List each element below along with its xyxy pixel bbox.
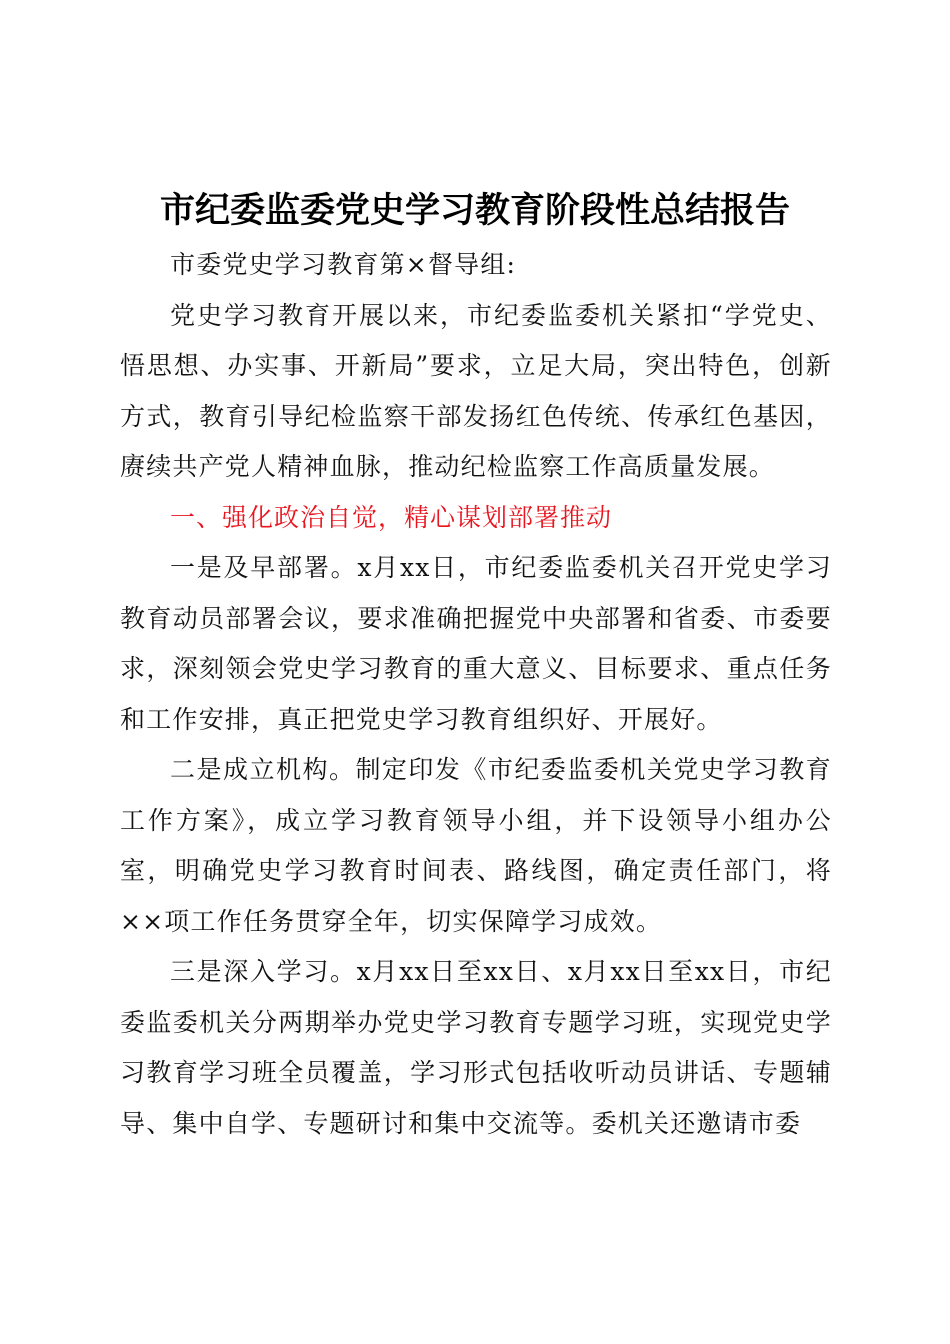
section-paragraph-3: 三是深入学习。x月xx日至xx日、x月xx日至xx日，市纪委监委机关分两期举办党史学习教育专题学习班，实现党史学习教育学习班全员覆盖，学习形式包括收听动员讲话、专题辅导、集中自学、专题研讨和集中交流等。委机关还邀请市委	[120, 957, 832, 1138]
document-title: 市纪委监委党史学习教育阶段性总结报告	[159, 190, 790, 231]
section-paragraph-2: 二是成立机构。制定印发《市纪委监委机关党史学习教育工作方案》，成立学习教育领导小组，并下设领导小组办公室，明确党史学习教育时间表、路线图，确定责任部门，将××项工作任务贯穿全年，切实保障学习成效。	[120, 755, 832, 936]
section-heading: 一、强化政治自觉，精心谋划部署推动	[170, 502, 613, 532]
section-paragraph-1: 一是及早部署。x月xx日，市纪委监委机关召开党史学习教育动员部署会议，要求准确把握党中央部署和省委、市委要求，深刻领会党史学习教育的重大意义、目标要求、重点任务和工作安排，真正把党史学习教育组织好、开展好。	[120, 553, 832, 734]
intro-paragraph: 党史学习教育开展以来，市纪委监委机关紧扣“学党史、悟思想、办实事、开新局”要求，立足大局，突出特色，创新方式，教育引导纪检监察干部发扬红色传统、传承红色基因，赓续共产党人精神血脉，推动纪检监察工作高质量发展。	[120, 300, 832, 481]
salutation: 市委党史学习教育第×督导组:	[170, 250, 517, 279]
document-body	[120, 240, 832, 1149]
